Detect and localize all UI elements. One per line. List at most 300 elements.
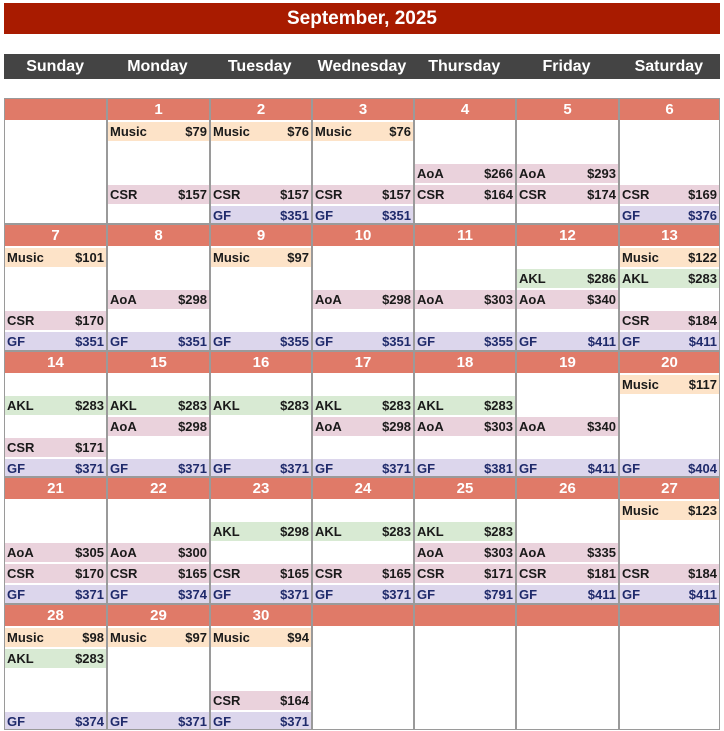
day-cell	[211, 605, 311, 729]
day-cell	[517, 478, 618, 603]
event-akl	[415, 522, 515, 541]
event-price: $101	[75, 250, 104, 265]
event-name: CSR	[213, 187, 241, 202]
day-cell	[313, 605, 413, 729]
event-name: GF	[315, 461, 334, 476]
day-number: 9	[211, 225, 311, 246]
event-name: AKL	[315, 524, 342, 539]
event-akl	[517, 269, 618, 288]
event-name: AKL	[7, 398, 34, 413]
event-name: GF	[417, 334, 436, 349]
event-music	[620, 248, 719, 267]
day-cell	[211, 99, 311, 223]
event-name: AKL	[622, 271, 649, 286]
event-aoa	[415, 290, 515, 309]
event-name: GF	[7, 334, 26, 349]
day-number: 16	[211, 352, 311, 373]
event-price: $298	[382, 419, 411, 434]
event-aoa	[108, 290, 209, 309]
event-csr	[313, 564, 413, 583]
day-cell	[620, 99, 719, 223]
event-price: $298	[178, 419, 207, 434]
event-name: CSR	[622, 566, 650, 581]
event-name: GF	[315, 208, 334, 223]
day-cell	[108, 478, 209, 603]
event-gf	[211, 712, 311, 729]
weekday-thursday: Thursday	[428, 58, 501, 75]
weekday-monday: Monday	[127, 58, 188, 75]
event-aoa	[517, 164, 618, 183]
day-number: 8	[108, 225, 209, 246]
day-number: 23	[211, 478, 311, 499]
event-akl	[211, 396, 311, 415]
event-name: AKL	[213, 524, 240, 539]
event-csr	[620, 185, 719, 204]
day-cell	[620, 478, 719, 603]
day-number: 12	[517, 225, 618, 246]
event-name: AoA	[110, 292, 137, 307]
day-number: 19	[517, 352, 618, 373]
event-akl	[5, 649, 106, 668]
day-number	[517, 605, 618, 626]
event-price: $283	[688, 271, 717, 286]
event-price: $371	[75, 587, 104, 602]
day-number	[313, 605, 413, 626]
day-number: 1	[108, 99, 209, 120]
event-name: GF	[622, 334, 641, 349]
day-cell	[211, 352, 311, 476]
event-name: AoA	[417, 419, 444, 434]
event-price: $351	[280, 208, 309, 223]
event-name: Music	[622, 377, 659, 392]
event-price: $355	[484, 334, 513, 349]
event-name: AoA	[519, 419, 546, 434]
event-name: GF	[417, 587, 436, 602]
event-price: $165	[178, 566, 207, 581]
event-name: AKL	[519, 271, 546, 286]
event-name: GF	[7, 714, 26, 729]
event-price: $283	[484, 524, 513, 539]
weekday-tuesday: Tuesday	[227, 58, 292, 75]
event-gf	[517, 585, 618, 603]
day-number: 15	[108, 352, 209, 373]
event-name: AoA	[110, 419, 137, 434]
event-price: $371	[382, 587, 411, 602]
event-gf	[108, 459, 209, 476]
event-price: $117	[688, 377, 717, 392]
event-name: GF	[315, 334, 334, 349]
event-music	[5, 628, 106, 647]
event-price: $79	[185, 124, 207, 139]
event-music	[620, 501, 719, 520]
day-number: 7	[5, 225, 106, 246]
day-number: 20	[620, 352, 719, 373]
day-cell	[517, 352, 618, 476]
event-music	[211, 248, 311, 267]
event-name: AKL	[417, 398, 444, 413]
event-name: AoA	[315, 419, 342, 434]
event-name: AoA	[417, 545, 444, 560]
event-price: $184	[688, 313, 717, 328]
event-name: GF	[622, 461, 641, 476]
event-price: $174	[587, 187, 616, 202]
event-csr	[5, 564, 106, 583]
day-number: 6	[620, 99, 719, 120]
event-name: GF	[519, 334, 538, 349]
event-music	[620, 375, 719, 394]
day-cell	[620, 605, 719, 729]
event-price: $335	[587, 545, 616, 560]
event-price: $170	[75, 566, 104, 581]
event-gf	[517, 332, 618, 350]
event-name: CSR	[213, 693, 241, 708]
event-name: GF	[213, 587, 232, 602]
event-price: $340	[587, 292, 616, 307]
event-name: CSR	[519, 187, 547, 202]
event-aoa	[108, 543, 209, 562]
event-gf	[313, 332, 413, 350]
event-akl	[415, 396, 515, 415]
event-name: GF	[110, 461, 129, 476]
event-price: $374	[178, 587, 207, 602]
event-name: CSR	[519, 566, 547, 581]
event-price: $283	[75, 398, 104, 413]
event-music	[211, 628, 311, 647]
event-name: GF	[519, 587, 538, 602]
day-number: 24	[313, 478, 413, 499]
event-price: $283	[484, 398, 513, 413]
event-name: GF	[213, 714, 232, 729]
event-name: Music	[622, 250, 659, 265]
day-number: 13	[620, 225, 719, 246]
event-gf	[5, 712, 106, 729]
event-name: CSR	[315, 566, 343, 581]
event-price: $171	[484, 566, 513, 581]
event-price: $371	[75, 461, 104, 476]
event-gf	[5, 585, 106, 603]
event-price: $157	[178, 187, 207, 202]
event-csr	[108, 564, 209, 583]
day-cell	[517, 225, 618, 350]
event-price: $371	[280, 461, 309, 476]
day-cell	[108, 225, 209, 350]
day-number	[620, 605, 719, 626]
day-number: 25	[415, 478, 515, 499]
event-price: $371	[178, 461, 207, 476]
day-number: 21	[5, 478, 106, 499]
event-price: $791	[484, 587, 513, 602]
event-gf	[620, 206, 719, 223]
event-price: $157	[382, 187, 411, 202]
event-name: GF	[7, 587, 26, 602]
event-price: $303	[484, 545, 513, 560]
day-number: 27	[620, 478, 719, 499]
day-cell	[415, 478, 515, 603]
day-number: 17	[313, 352, 413, 373]
day-cell	[313, 478, 413, 603]
event-price: $76	[287, 124, 309, 139]
event-price: $76	[389, 124, 411, 139]
event-gf	[313, 585, 413, 603]
event-aoa	[415, 164, 515, 183]
event-akl	[313, 396, 413, 415]
event-price: $283	[382, 398, 411, 413]
event-name: Music	[7, 630, 44, 645]
event-price: $351	[382, 208, 411, 223]
event-name: CSR	[417, 566, 445, 581]
event-name: AoA	[7, 545, 34, 560]
day-cell	[108, 352, 209, 476]
event-aoa	[108, 417, 209, 436]
event-csr	[5, 311, 106, 330]
event-price: $298	[382, 292, 411, 307]
event-akl	[620, 269, 719, 288]
event-price: $184	[688, 566, 717, 581]
event-name: AoA	[315, 292, 342, 307]
day-cell	[313, 352, 413, 476]
day-number: 10	[313, 225, 413, 246]
event-name: AoA	[519, 545, 546, 560]
event-csr	[211, 564, 311, 583]
event-music	[108, 628, 209, 647]
weekday-header-bar	[4, 54, 720, 79]
weekday-wednesday: Wednesday	[317, 58, 407, 75]
event-price: $411	[587, 334, 616, 349]
event-name: AoA	[110, 545, 137, 560]
event-music	[108, 122, 209, 141]
day-cell	[620, 352, 719, 476]
day-number: 5	[517, 99, 618, 120]
event-price: $97	[185, 630, 207, 645]
event-gf	[5, 332, 106, 350]
event-name: CSR	[110, 566, 138, 581]
event-name: Music	[213, 124, 250, 139]
event-price: $298	[280, 524, 309, 539]
day-cell	[620, 225, 719, 350]
event-price: $411	[688, 587, 717, 602]
event-name: GF	[622, 208, 641, 223]
event-name: Music	[110, 630, 147, 645]
event-csr	[211, 185, 311, 204]
day-cell	[5, 225, 106, 350]
event-csr	[5, 438, 106, 457]
weekday-saturday: Saturday	[634, 58, 704, 75]
event-aoa	[313, 417, 413, 436]
event-price: $371	[382, 461, 411, 476]
event-name: CSR	[7, 313, 35, 328]
day-cell	[5, 99, 106, 223]
day-number: 4	[415, 99, 515, 120]
day-cell	[313, 225, 413, 350]
event-name: AoA	[417, 292, 444, 307]
event-price: $298	[178, 292, 207, 307]
day-cell	[517, 605, 618, 729]
event-price: $164	[280, 693, 309, 708]
event-name: CSR	[622, 313, 650, 328]
event-aoa	[415, 417, 515, 436]
event-aoa	[517, 417, 618, 436]
event-gf	[211, 332, 311, 350]
event-price: $371	[280, 714, 309, 729]
event-name: AKL	[7, 651, 34, 666]
event-gf	[313, 459, 413, 476]
event-akl	[108, 396, 209, 415]
event-price: $404	[688, 461, 717, 476]
event-csr	[620, 564, 719, 583]
day-cell	[5, 478, 106, 603]
event-name: CSR	[622, 187, 650, 202]
calendar-grid	[4, 98, 720, 730]
event-gf	[108, 712, 209, 729]
day-number: 11	[415, 225, 515, 246]
event-csr	[211, 691, 311, 710]
event-price: $371	[280, 587, 309, 602]
event-price: $170	[75, 313, 104, 328]
day-number	[415, 605, 515, 626]
event-csr	[620, 311, 719, 330]
event-name: CSR	[110, 187, 138, 202]
event-name: GF	[213, 334, 232, 349]
day-cell	[415, 225, 515, 350]
event-name: CSR	[7, 440, 35, 455]
event-name: GF	[110, 334, 129, 349]
day-number: 22	[108, 478, 209, 499]
event-price: $371	[178, 714, 207, 729]
event-name: Music	[622, 503, 659, 518]
event-aoa	[5, 543, 106, 562]
day-number: 29	[108, 605, 209, 626]
event-price: $165	[382, 566, 411, 581]
event-name: GF	[315, 587, 334, 602]
event-name: CSR	[7, 566, 35, 581]
event-name: GF	[622, 587, 641, 602]
event-name: AoA	[417, 166, 444, 181]
event-akl	[211, 522, 311, 541]
event-gf	[620, 585, 719, 603]
event-price: $266	[484, 166, 513, 181]
event-gf	[211, 585, 311, 603]
event-name: Music	[315, 124, 352, 139]
event-price: $122	[688, 250, 717, 265]
event-price: $351	[382, 334, 411, 349]
event-price: $374	[75, 714, 104, 729]
event-akl	[313, 522, 413, 541]
event-price: $98	[82, 630, 104, 645]
event-price: $305	[75, 545, 104, 560]
event-price: $381	[484, 461, 513, 476]
event-price: $376	[688, 208, 717, 223]
event-name: GF	[110, 587, 129, 602]
event-name: Music	[7, 250, 44, 265]
event-price: $171	[75, 440, 104, 455]
day-cell	[211, 225, 311, 350]
event-gf	[211, 459, 311, 476]
day-cell	[108, 99, 209, 223]
event-price: $293	[587, 166, 616, 181]
event-aoa	[415, 543, 515, 562]
event-price: $283	[75, 651, 104, 666]
weekday-friday: Friday	[542, 58, 591, 75]
calendar-title: September, 2025	[4, 3, 720, 34]
event-music	[5, 248, 106, 267]
event-name: CSR	[417, 187, 445, 202]
event-gf	[5, 459, 106, 476]
event-price: $411	[587, 587, 616, 602]
day-number: 28	[5, 605, 106, 626]
event-gf	[620, 459, 719, 476]
day-cell	[5, 352, 106, 476]
day-cell	[415, 99, 515, 223]
day-number: 26	[517, 478, 618, 499]
event-price: $286	[587, 271, 616, 286]
event-price: $94	[287, 630, 309, 645]
event-name: AoA	[519, 166, 546, 181]
event-gf	[211, 206, 311, 223]
day-cell	[517, 99, 618, 223]
event-csr	[108, 185, 209, 204]
event-price: $283	[280, 398, 309, 413]
event-price: $351	[178, 334, 207, 349]
event-akl	[5, 396, 106, 415]
event-name: GF	[213, 208, 232, 223]
event-price: $355	[280, 334, 309, 349]
event-name: AKL	[213, 398, 240, 413]
day-cell	[108, 605, 209, 729]
event-price: $351	[75, 334, 104, 349]
event-name: AKL	[110, 398, 137, 413]
event-aoa	[313, 290, 413, 309]
event-music	[313, 122, 413, 141]
event-name: GF	[110, 714, 129, 729]
event-aoa	[517, 543, 618, 562]
day-number: 30	[211, 605, 311, 626]
event-name: Music	[213, 250, 250, 265]
event-gf	[108, 585, 209, 603]
event-name: GF	[7, 461, 26, 476]
day-number: 14	[5, 352, 106, 373]
event-csr	[415, 185, 515, 204]
day-number: 2	[211, 99, 311, 120]
event-price: $181	[587, 566, 616, 581]
event-name: GF	[213, 461, 232, 476]
event-gf	[415, 585, 515, 603]
event-name: AoA	[519, 292, 546, 307]
day-cell	[5, 605, 106, 729]
event-price: $97	[287, 250, 309, 265]
event-gf	[517, 459, 618, 476]
event-name: Music	[110, 124, 147, 139]
event-price: $283	[178, 398, 207, 413]
event-csr	[517, 185, 618, 204]
day-number: 18	[415, 352, 515, 373]
event-name: AKL	[417, 524, 444, 539]
day-number	[5, 99, 106, 120]
event-name: Music	[213, 630, 250, 645]
event-csr	[517, 564, 618, 583]
day-cell	[415, 352, 515, 476]
day-cell	[415, 605, 515, 729]
event-gf	[313, 206, 413, 223]
day-number: 3	[313, 99, 413, 120]
event-csr	[415, 564, 515, 583]
event-price: $164	[484, 187, 513, 202]
event-price: $303	[484, 292, 513, 307]
event-price: $123	[688, 503, 717, 518]
event-csr	[313, 185, 413, 204]
event-price: $300	[178, 545, 207, 560]
event-name: AKL	[315, 398, 342, 413]
event-price: $303	[484, 419, 513, 434]
